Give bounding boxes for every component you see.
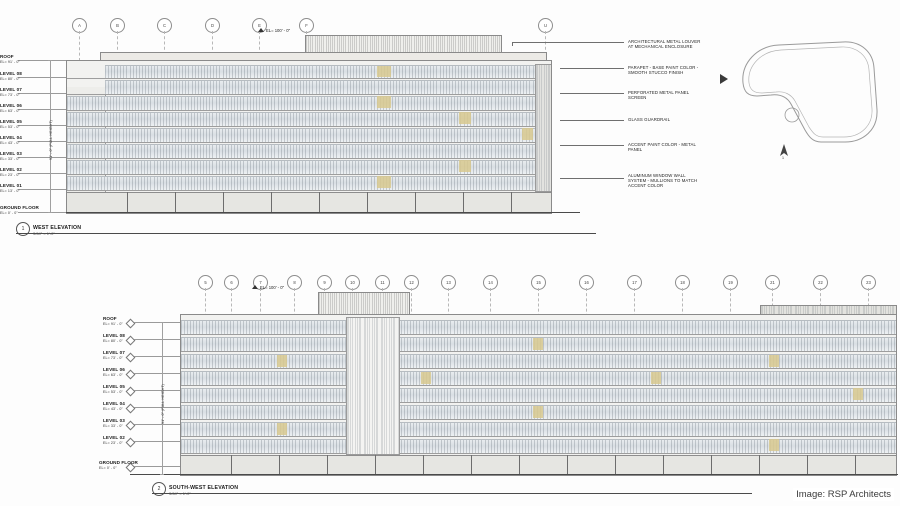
level-line xyxy=(130,390,180,391)
level-name: LEVEL 03 xyxy=(0,151,22,156)
level-line xyxy=(130,424,180,425)
key-plan-outline-icon xyxy=(735,38,885,168)
level-line xyxy=(18,77,66,78)
perforation-pattern-icon xyxy=(347,318,399,454)
level-elevation: EL= 0' - 0" xyxy=(99,465,117,470)
grid-stem xyxy=(79,31,80,61)
grid-bubble: A xyxy=(72,18,87,33)
level-name: ROOF xyxy=(0,54,14,59)
base-column xyxy=(855,455,856,475)
glass-band xyxy=(181,439,896,454)
callout-leader xyxy=(560,68,624,69)
base-column xyxy=(663,455,664,475)
key-plan xyxy=(735,38,885,168)
grid-bubble: 6 xyxy=(224,275,239,290)
grid-bubble: 10 xyxy=(345,275,360,290)
drawing-title: SOUTH-WEST ELEVATION xyxy=(169,484,239,491)
image-credit: Image: RSP Architects xyxy=(793,488,894,501)
level-line xyxy=(130,466,180,467)
level-line xyxy=(18,212,66,213)
mullion-pattern-icon xyxy=(67,161,551,174)
dim-tick xyxy=(48,60,52,61)
callout-text: PERFORATED METAL PANEL xyxy=(628,90,690,95)
metal-louver-icon xyxy=(319,293,409,315)
level-elevation: EL= 0' - 0" xyxy=(0,210,18,215)
base-column xyxy=(223,192,224,213)
floor-line xyxy=(67,142,551,143)
base-column xyxy=(423,455,424,475)
glass-band xyxy=(67,176,551,191)
level-name: LEVEL 04 xyxy=(0,135,22,140)
level-tick xyxy=(126,403,136,413)
grid-bubble: 15 xyxy=(531,275,546,290)
level-line xyxy=(130,356,180,357)
level-elevation: EL= 73' - 0" xyxy=(103,355,123,360)
level-name: GROUND FLOOR xyxy=(99,460,138,465)
callout-text: ALUMINUM WINDOW WALL xyxy=(628,173,686,178)
base-column xyxy=(231,455,232,475)
level-name: LEVEL 07 xyxy=(103,350,125,355)
mullion-pattern-icon xyxy=(105,66,551,78)
accent-metal-panel xyxy=(522,128,533,140)
grid-bubble: 5 xyxy=(198,275,213,290)
mullion-pattern-icon xyxy=(181,372,896,385)
level-elevation: EL= 23' - 0" xyxy=(0,172,20,177)
mullion-pattern-icon xyxy=(181,423,896,436)
accent-metal-panel xyxy=(377,176,391,188)
base-column xyxy=(415,192,416,213)
floor-line xyxy=(67,190,551,191)
callout-text: SCREEN xyxy=(628,95,647,100)
base-column xyxy=(327,455,328,475)
level-elevation: EL= 23' - 0" xyxy=(103,440,123,445)
mullion-pattern-icon xyxy=(67,129,551,142)
level-tick xyxy=(126,318,136,328)
base-column xyxy=(711,455,712,475)
level-line xyxy=(130,373,180,374)
elevation-flag-label: EL= 100' - 0" xyxy=(260,285,285,290)
level-name: LEVEL 04 xyxy=(103,401,125,406)
callout-leader xyxy=(512,42,513,46)
mullion-pattern-icon xyxy=(67,177,551,190)
mullion-pattern-icon xyxy=(67,97,551,110)
level-line xyxy=(18,109,66,110)
base-column xyxy=(519,455,520,475)
drawing-number: 2 xyxy=(152,482,166,496)
dim-tick xyxy=(160,474,164,475)
base-column xyxy=(175,192,176,213)
drawing-scale: 3/64" = 1'-0" xyxy=(169,491,191,496)
level-name: LEVEL 02 xyxy=(103,435,125,440)
glass-band xyxy=(181,320,896,335)
base-column xyxy=(759,455,760,475)
title-underline xyxy=(152,493,752,494)
level-name: LEVEL 06 xyxy=(0,103,22,108)
key-plan-direction-icon xyxy=(718,72,730,90)
accent-metal-panel xyxy=(459,160,471,172)
callout-text: AT MECHANICAL ENCLOSURE xyxy=(628,44,693,49)
mullion-pattern-icon xyxy=(181,440,896,453)
level-line xyxy=(130,322,180,323)
glass-band xyxy=(181,354,896,369)
perforated-metal-screen xyxy=(535,64,552,192)
elevation-flag-label: EL= 100' - 0" xyxy=(266,28,291,33)
level-name: LEVEL 07 xyxy=(0,87,22,92)
mullion-pattern-icon xyxy=(181,389,896,402)
accent-metal-panel xyxy=(533,406,543,418)
base-column xyxy=(463,192,464,213)
callout-leader xyxy=(560,120,624,121)
level-line xyxy=(130,339,180,340)
overall-dimension-label: 91' - 0" (FULL HEIGHT) xyxy=(161,384,165,424)
floor-line xyxy=(181,385,896,386)
mullion-pattern-icon xyxy=(105,81,551,94)
level-elevation: EL= 80' - 0" xyxy=(0,76,20,81)
level-line xyxy=(18,93,66,94)
level-elevation: EL= 91' - 0" xyxy=(0,59,20,64)
grid-bubble: 19 xyxy=(723,275,738,290)
accent-metal-panel xyxy=(377,66,391,77)
ground-line xyxy=(20,212,580,213)
key-plan-marker-label: 1 xyxy=(782,156,785,160)
floor-line xyxy=(181,368,896,369)
accent-metal-panel xyxy=(277,355,287,367)
grid-bubble: 11 xyxy=(375,275,390,290)
floor-line xyxy=(67,78,551,79)
glass-band xyxy=(67,160,551,175)
level-line xyxy=(18,173,66,174)
grid-bubble: D xyxy=(205,18,220,33)
grid-bubble: E xyxy=(252,18,267,33)
west-elevation-building xyxy=(66,60,552,214)
drawing-scale: 3/64" = 1'-0" xyxy=(33,231,55,236)
ground-line xyxy=(130,474,898,475)
level-line xyxy=(130,441,180,442)
callout-leader xyxy=(512,42,624,43)
accent-metal-panel xyxy=(769,439,779,451)
glass-band xyxy=(181,388,896,403)
dim-tick xyxy=(160,322,164,323)
level-line xyxy=(18,60,66,61)
grid-bubble: 22 xyxy=(813,275,828,290)
accent-metal-panel xyxy=(459,112,471,124)
level-elevation: EL= 73' - 0" xyxy=(0,92,20,97)
drawing-number: 1 xyxy=(16,222,30,236)
grid-bubble: 8 xyxy=(287,275,302,290)
base-column xyxy=(511,192,512,213)
base-column xyxy=(271,192,272,213)
accent-metal-panel xyxy=(533,338,543,350)
perforation-pattern-icon xyxy=(536,65,552,191)
level-elevation: EL= 13' - 0" xyxy=(0,188,20,193)
floor-line xyxy=(67,110,551,111)
callout-leader xyxy=(560,145,624,146)
mullion-pattern-icon xyxy=(67,113,551,126)
grid-bubble: 16 xyxy=(579,275,594,290)
level-name: LEVEL 05 xyxy=(0,119,22,124)
floor-line xyxy=(67,94,551,95)
callout-text: PARAPET - BASE PAINT COLOR - xyxy=(628,65,699,70)
grid-bubble: F xyxy=(299,18,314,33)
level-elevation: EL= 80' - 0" xyxy=(103,338,123,343)
level-line xyxy=(18,125,66,126)
level-name: LEVEL 08 xyxy=(0,71,22,76)
level-name: LEVEL 05 xyxy=(103,384,125,389)
dim-tick xyxy=(48,212,52,213)
callout-leader xyxy=(560,93,624,94)
southwest-elevation-building xyxy=(180,314,897,476)
grid-bubble: 17 xyxy=(627,275,642,290)
level-name: LEVEL 02 xyxy=(0,167,22,172)
accent-metal-panel xyxy=(277,423,287,435)
callout-text: ARCHITECTURAL METAL LOUVER xyxy=(628,39,701,44)
level-elevation: EL= 53' - 0" xyxy=(0,124,20,129)
level-tick xyxy=(126,335,136,345)
base-column xyxy=(367,192,368,213)
floor-line xyxy=(181,402,896,403)
accent-metal-panel xyxy=(651,372,661,384)
glass-band xyxy=(181,371,896,386)
floor-line xyxy=(181,351,896,352)
level-line xyxy=(18,189,66,190)
perforated-metal-screen xyxy=(346,317,400,455)
mullion-pattern-icon xyxy=(181,321,896,334)
level-name: GROUND FLOOR xyxy=(0,205,39,210)
level-name: LEVEL 06 xyxy=(103,367,125,372)
accent-metal-panel xyxy=(769,355,779,367)
overall-dimension-label: 91' - 0" (FULL HEIGHT) xyxy=(49,120,53,160)
level-elevation: EL= 63' - 0" xyxy=(0,108,20,113)
base-column xyxy=(807,455,808,475)
level-line xyxy=(18,157,66,158)
base-column xyxy=(471,455,472,475)
building-base xyxy=(67,192,551,214)
base-column xyxy=(567,455,568,475)
elevation-flag-marker xyxy=(258,28,264,32)
base-column xyxy=(127,192,128,213)
grid-bubble: 9 xyxy=(317,275,332,290)
floor-line xyxy=(181,334,896,335)
drawing-title: WEST ELEVATION xyxy=(33,224,82,231)
level-elevation: EL= 43' - 0" xyxy=(103,406,123,411)
glass-band xyxy=(67,96,551,111)
elevation-flag-marker xyxy=(252,285,258,289)
base-column xyxy=(375,455,376,475)
level-elevation: EL= 33' - 0" xyxy=(103,423,123,428)
level-name: ROOF xyxy=(103,316,117,321)
base-column xyxy=(319,192,320,213)
floor-line xyxy=(181,419,896,420)
building-base xyxy=(181,455,896,476)
level-tick xyxy=(126,420,136,430)
floor-line xyxy=(181,436,896,437)
glass-band xyxy=(67,112,551,127)
level-elevation: EL= 43' - 0" xyxy=(0,140,20,145)
grid-bubble: 18 xyxy=(675,275,690,290)
accent-metal-panel xyxy=(853,388,863,400)
callout-text: SMOOTH STUCCO FINISH xyxy=(628,70,684,75)
level-elevation: EL= 53' - 0" xyxy=(103,389,123,394)
callout-text: ACCENT PAINT COLOR - METAL xyxy=(628,142,696,147)
grid-bubble: 21 xyxy=(765,275,780,290)
level-name: LEVEL 01 xyxy=(0,183,22,188)
accent-metal-panel xyxy=(377,96,391,108)
callout-text: ACCENT COLOR xyxy=(628,183,664,188)
level-elevation: EL= 63' - 0" xyxy=(103,372,123,377)
base-column xyxy=(615,455,616,475)
level-name: LEVEL 08 xyxy=(103,333,125,338)
level-elevation: EL= 33' - 0" xyxy=(0,156,20,161)
callout-text: PANEL xyxy=(628,147,643,152)
level-tick xyxy=(126,369,136,379)
glass-band xyxy=(181,422,896,437)
grid-bubble: 13 xyxy=(441,275,456,290)
accent-metal-panel xyxy=(421,372,431,384)
grid-bubble: B xyxy=(110,18,125,33)
level-name: LEVEL 03 xyxy=(103,418,125,423)
glass-band xyxy=(105,80,551,95)
level-tick xyxy=(126,386,136,396)
callout-text: SYSTEM - MULLIONS TO MATCH xyxy=(628,178,698,183)
callout-text: GLASS GUARDRAIL xyxy=(628,117,671,122)
mullion-pattern-icon xyxy=(67,145,551,158)
grid-bubble: 12 xyxy=(404,275,419,290)
glass-band xyxy=(105,65,551,79)
floor-line xyxy=(67,158,551,159)
grid-bubble: 7 xyxy=(253,275,268,290)
mullion-pattern-icon xyxy=(181,355,896,368)
base-column xyxy=(279,455,280,475)
level-tick xyxy=(126,352,136,362)
floor-line xyxy=(181,453,896,454)
glass-band xyxy=(67,144,551,159)
level-elevation: EL= 91' - 0" xyxy=(103,321,123,326)
title-underline xyxy=(16,233,596,234)
callout-leader xyxy=(560,178,624,179)
grid-bubble: U xyxy=(538,18,553,33)
grid-bubble: 14 xyxy=(483,275,498,290)
grid-bubble: C xyxy=(157,18,172,33)
glass-band xyxy=(67,128,551,143)
floor-line xyxy=(67,174,551,175)
level-line xyxy=(130,407,180,408)
level-line xyxy=(18,141,66,142)
mechanical-enclosure xyxy=(318,292,410,316)
floor-line xyxy=(67,126,551,127)
grid-bubble: 23 xyxy=(861,275,876,290)
level-tick xyxy=(126,437,136,447)
